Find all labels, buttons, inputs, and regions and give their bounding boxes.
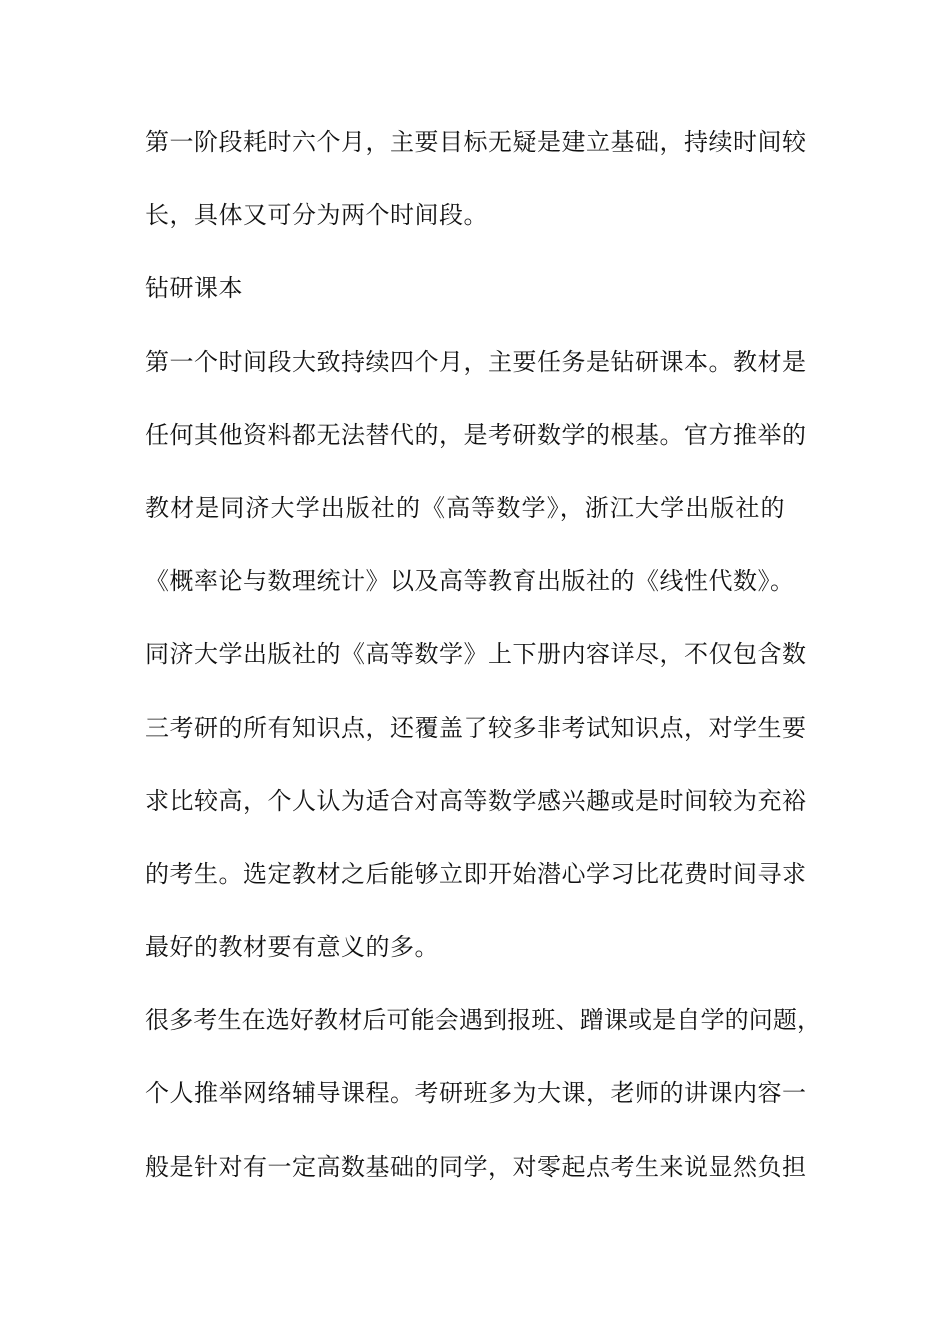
text-line-6: 教材是同济大学出版社的《高等数学》，浙江大学出版社的 <box>145 493 786 522</box>
section-heading: 钻研课本 <box>145 274 243 303</box>
text-line-7: 《概率论与数理统计》以及高等教育出版社的《线性代数》。 <box>145 567 795 596</box>
text-line-12: 最好的教材要有意义的多。 <box>145 933 439 962</box>
text-line-1: 第一阶段耗时六个月，主要目标无疑是建立基础，持续时间较 <box>145 128 807 156</box>
text-line-14: 个人推举网络辅导课程。考研班多为大课，老师的讲课内容一 <box>145 1079 807 1108</box>
text-line-10: 求比较高，个人认为适合对高等数学感兴趣或是时间较为充裕 <box>145 786 807 815</box>
text-line-5: 任何其他资料都无法替代的，是考研数学的根基。官方推举的 <box>145 420 807 449</box>
text-line-2: 长，具体又可分为两个时间段。 <box>145 201 488 230</box>
text-line-11: 的考生。选定教材之后能够立即开始潜心学习比花费时间寻求 <box>145 859 807 888</box>
text-line-9: 三考研的所有知识点，还覆盖了较多非考试知识点，对学生要 <box>145 713 807 742</box>
text-line-4: 第一个时间段大致持续四个月，主要任务是钻研课本。教材是 <box>145 347 807 376</box>
text-line-8: 同济大学出版社的《高等数学》上下册内容详尽，不仅包含数 <box>145 640 807 669</box>
document-body <box>145 130 835 1228</box>
text-line-15: 般是针对有一定高数基础的同学，对零起点考生来说显然负担 <box>145 1152 807 1181</box>
text-line-13: 很多考生在选好教材后可能会遇到报班、蹭课或是自学的问题， <box>145 1006 822 1035</box>
